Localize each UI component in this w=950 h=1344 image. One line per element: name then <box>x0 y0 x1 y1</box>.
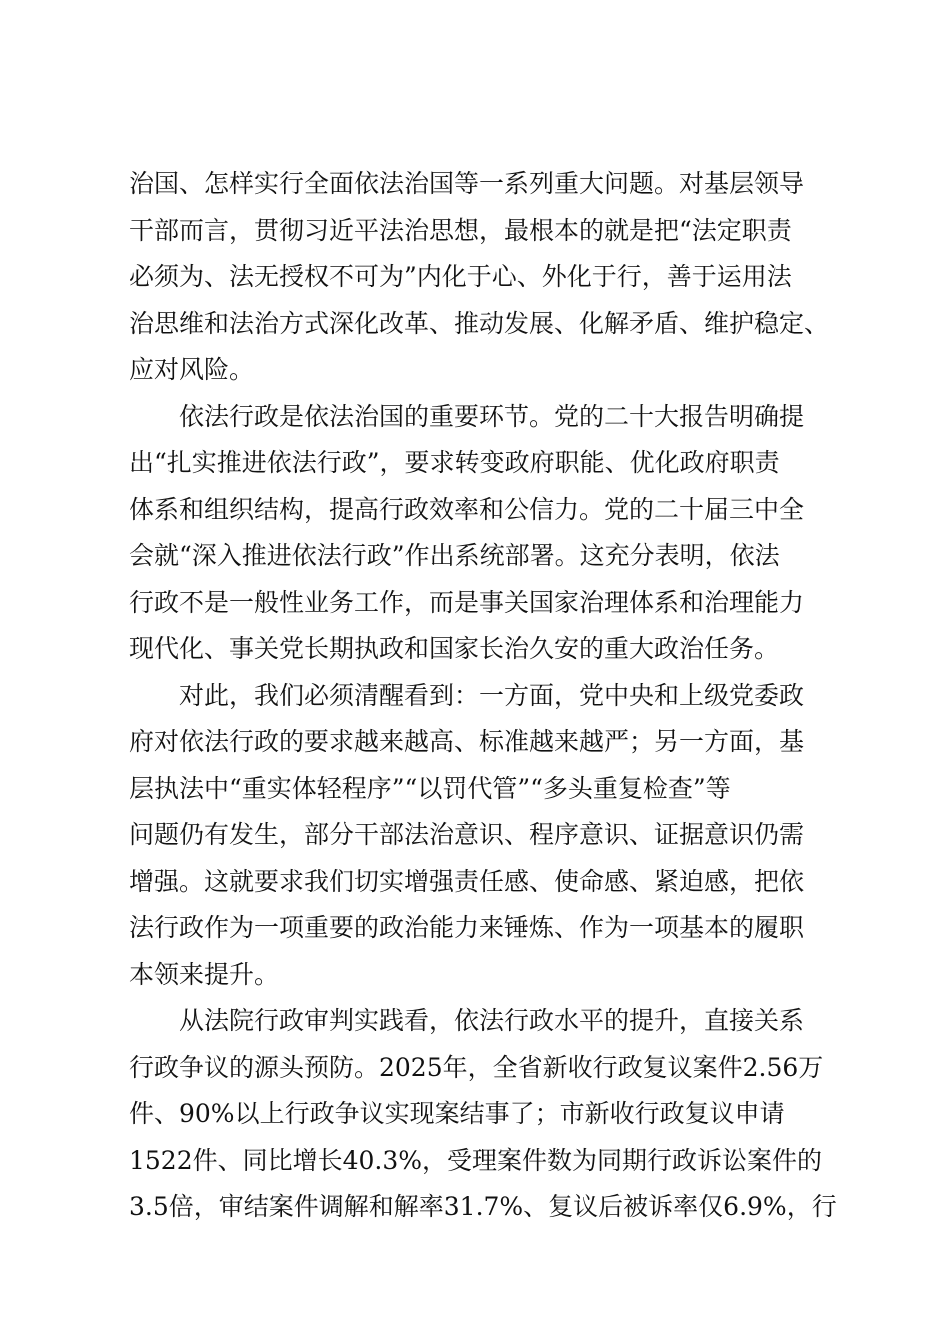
paragraph-first-line: 从法院行政审判实践看，依法行政水平的提升，直接关系 <box>179 1006 805 1035</box>
text-line: 干部而言，贯彻习近平法治思想，最根本的就是把“法定职责 <box>129 215 792 245</box>
text-line: 行政争议的源头预防。2025年，全省新收行政复议案件2.56万 <box>129 1052 824 1082</box>
text-line: 增强。这就要求我们切实增强责任感、使命感、紧迫感，把依 <box>129 866 805 896</box>
body-text <box>129 161 849 1231</box>
text-line: 3.5倍，审结案件调解和解率31.7%、复议后被诉率仅6.9%，行 <box>129 1192 837 1221</box>
text-line: 体系和组织结构，提高行政效率和公信力。党的二十届三中全 <box>129 494 805 524</box>
paragraph-first-line: 依法行政是依法治国的重要环节。党的二十大报告明确提 <box>179 401 805 431</box>
text-line: 会就“深入推进依法行政”作出系统部署。这充分表明，依法 <box>129 541 780 570</box>
paragraph-first-line: 对此，我们必须清醒看到：一方面，党中央和上级党委政 <box>179 680 805 710</box>
text-line: 应对风险。 <box>129 355 255 384</box>
text-line: 问题仍有发生，部分干部法治意识、程序意识、证据意识仍需 <box>129 820 805 849</box>
text-line: 法行政作为一项重要的政治能力来锤炼、作为一项基本的履职 <box>129 913 805 942</box>
text-line: 治国、怎样实行全面依法治国等一系列重大问题。对基层领导 <box>129 169 805 198</box>
text-line: 治思维和法治方式深化改革、推动发展、化解矛盾、维护稳定、 <box>129 308 830 338</box>
text-line: 1522件、同比增长40.3%，受理案件数为同期行政诉讼案件的 <box>129 1145 823 1175</box>
text-line: 本领来提升。 <box>129 959 280 989</box>
text-line: 现代化、事关党长期执政和国家长治久安的重大政治任务。 <box>129 634 780 663</box>
text-line: 府对依法行政的要求越来越高、标准越来越严；另一方面，基 <box>129 727 805 756</box>
text-line: 件、90%以上行政争议实现案结事了；市新收行政复议申请 <box>129 1099 785 1128</box>
text-line: 层执法中“重实体轻程序”“以罚代管”“多头重复检查”等 <box>129 773 731 803</box>
text-line: 行政不是一般性业务工作，而是事关国家治理体系和治理能力 <box>129 587 805 617</box>
text-line: 必须为、法无授权不可为”内化于心、外化于行，善于运用法 <box>129 262 792 291</box>
text-line: 出“扎实推进依法行政”，要求转变政府职能、优化政府职责 <box>129 448 780 477</box>
